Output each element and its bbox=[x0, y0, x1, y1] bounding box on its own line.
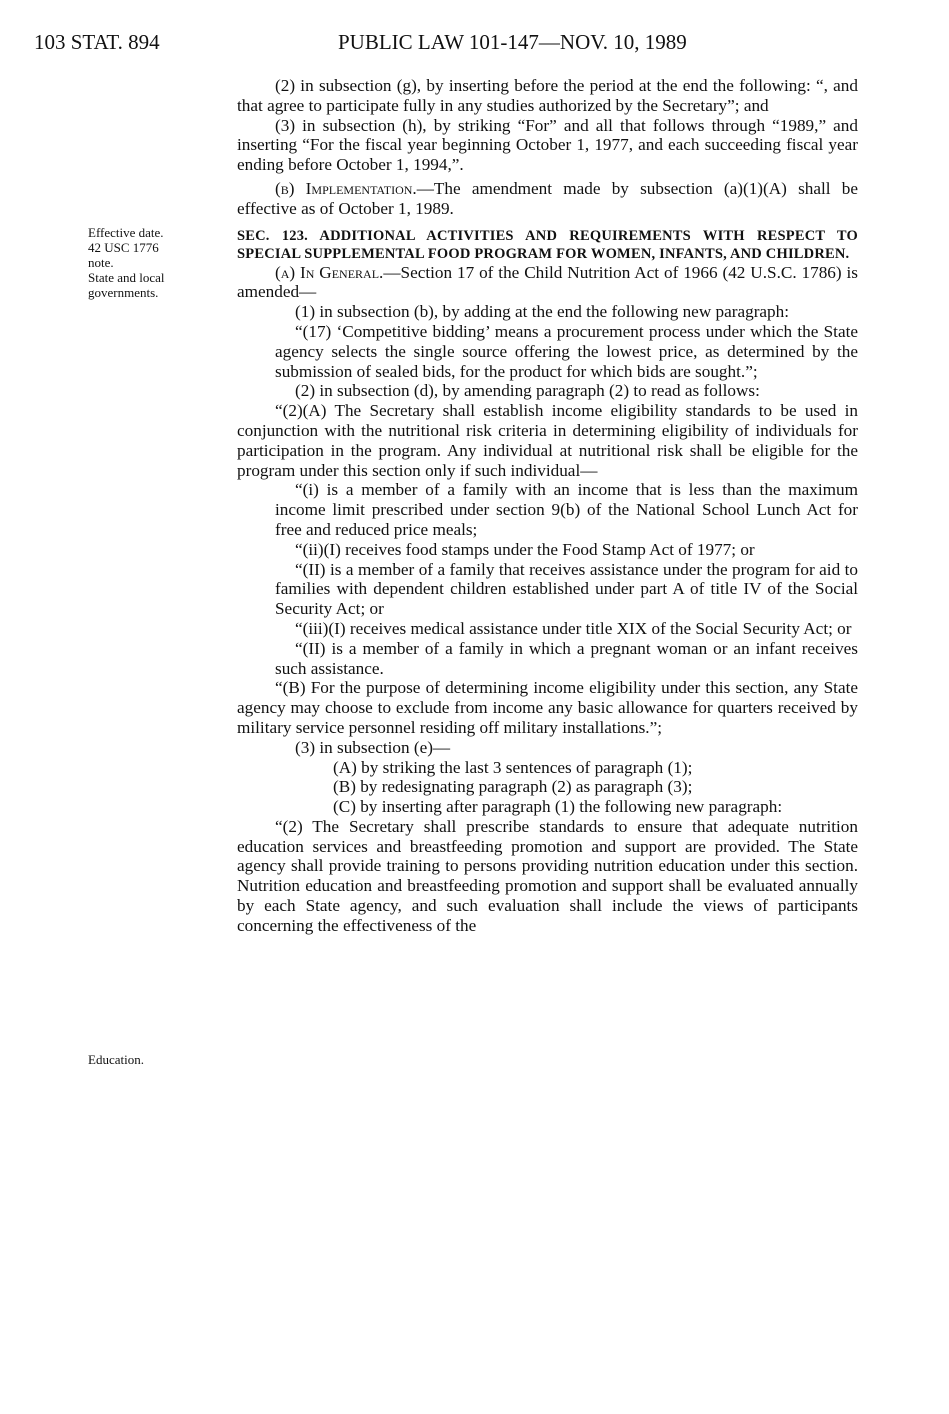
paragraph: (A) by striking the last 3 sentences of paragraph (1); bbox=[333, 757, 693, 777]
paragraph bbox=[237, 179, 858, 219]
paragraph: “(17) ‘Competitive bidding’ means a procurement process under which the State agency selects the single source offering the lowest price, as determined by the submission of sealed bids, for the product for which bids are sought.”; bbox=[275, 321, 858, 381]
page-number-header: 103 STAT. 894 bbox=[34, 30, 160, 54]
margin-note-education bbox=[88, 1052, 144, 1067]
paragraph: “(iii)(I) receives medical assistance under title XIX of the Social Security Act; or bbox=[295, 618, 852, 638]
margin-note-line: Effective date. bbox=[88, 225, 164, 240]
margin-note-line: State and local bbox=[88, 270, 165, 285]
section-title: ADDITIONAL ACTIVITIES AND REQUIREMENTS WITH RESPECT TO SPECIAL SUPPLEMENTAL FOOD PROGRAM FOR WOMEN, INFANTS, AND CHILDREN. bbox=[237, 227, 859, 262]
section-heading bbox=[237, 227, 858, 263]
paragraph: (3) in subsection (h), by striking “For” and all that follows through “1989,” and inserting “For the fiscal year beginning October 1, 1977, and each succeeding fiscal year ending before October 1, 1994,”. bbox=[237, 115, 858, 175]
paragraph: (B) by redesignating paragraph (2) as paragraph (3); bbox=[333, 777, 693, 797]
paragraph: “(2) The Secretary shall prescribe standards to ensure that adequate nutrition education services and breastfeeding promotion and support are provided. The State agency shall provide training to persons providing nutrition education under this section. Nutrition education and breastfeeding promotion and support shall be evaluated annually by each State agency, and such evaluation shall include the views of participants concerning the effectiveness of the bbox=[237, 816, 858, 935]
running-header: PUBLIC LAW 101-147—NOV. 10, 1989 bbox=[338, 30, 687, 54]
paragraph-text: —The amendment made by subsection (a)(1)(A) shall be effective as of October 1, 1989. bbox=[237, 178, 858, 218]
subsection-heading: (b) Implementation. bbox=[275, 178, 417, 198]
margin-note-line: note. bbox=[88, 255, 114, 270]
margin-note-line: 42 USC 1776 bbox=[88, 240, 159, 255]
paragraph-text: —Section 17 of the Child Nutrition Act of 1966 (42 U.S.C. 1786) is amended— bbox=[237, 262, 858, 302]
paragraph: “(ii)(I) receives food stamps under the Food Stamp Act of 1977; or bbox=[295, 539, 755, 559]
section-label: SEC. 123. bbox=[237, 227, 309, 244]
paragraph: “(II) is a member of a family that receives assistance under the program for aid to families with dependent children established under part A of title IV of the Social Security Act; or bbox=[275, 559, 858, 619]
paragraph bbox=[237, 263, 858, 303]
paragraph: (2) in subsection (d), by amending paragraph (2) to read as follows: bbox=[295, 381, 760, 401]
margin-note-effective-date bbox=[88, 225, 165, 300]
margin-note-line: Education. bbox=[88, 1052, 144, 1067]
body-text bbox=[237, 76, 858, 936]
paragraph: (C) by inserting after paragraph (1) the following new paragraph: bbox=[333, 797, 783, 817]
paragraph: “(B) For the purpose of determining income eligibility under this section, any State agency may choose to exclude from income any basic allowance for quarters received by military service personnel residing off military installations.”; bbox=[237, 678, 858, 737]
margin-note-line: governments. bbox=[88, 285, 159, 300]
subsection-heading: (a) In General. bbox=[275, 262, 384, 282]
paragraph: “(i) is a member of a family with an income that is less than the maximum income limit prescribed under section 9(b) of the National School Lunch Act for free and reduced price meals; bbox=[275, 480, 858, 539]
paragraph: “(II) is a member of a family in which a pregnant woman or an infant receives such assistance. bbox=[275, 638, 858, 678]
paragraph: (1) in subsection (b), by adding at the end the following new paragraph: bbox=[295, 302, 790, 322]
paragraph: (2) in subsection (g), by inserting before the period at the end the following: “, and that agree to participate fully in any studies authorized by the Secretary”; and bbox=[237, 76, 858, 115]
paragraph: “(2)(A) The Secretary shall establish income eligibility standards to be used in conjunction with the nutritional risk criteria in determining eligibility of individuals for participation in the program. Any individual at nutritional risk shall be eligible for the program under this section only if such individual— bbox=[237, 401, 858, 480]
paragraph: (3) in subsection (e)— bbox=[295, 737, 451, 757]
